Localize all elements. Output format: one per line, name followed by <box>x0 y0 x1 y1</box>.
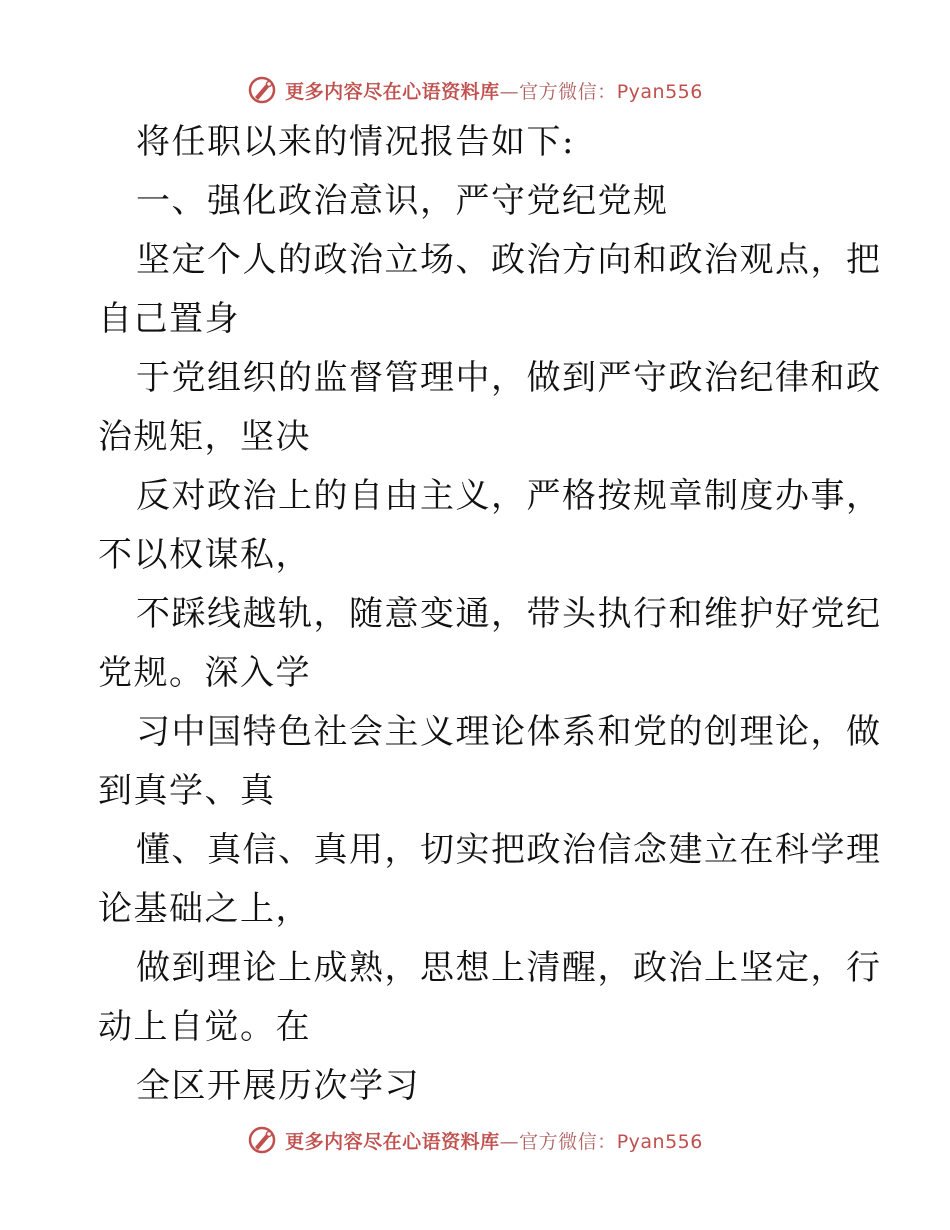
text-line: 于党组织的监督管理中，做到严守政治纪律和政 <box>136 358 882 398</box>
watermark-brand: 更多内容尽在心语资料库 <box>285 80 500 103</box>
text-line: 论基础之上， <box>98 889 311 929</box>
pen-logo-icon <box>247 1125 277 1155</box>
footer-watermark <box>0 1120 950 1160</box>
text-line: 将任职以来的情况报告如下: <box>136 122 575 162</box>
watermark-separator: — <box>499 1130 520 1153</box>
watermark-handle: Pyan556 <box>616 1130 703 1153</box>
watermark-text <box>285 1127 703 1154</box>
text-line: 习中国特色社会主义理论体系和党的创理论，做 <box>136 712 882 752</box>
text-line: 全区开展历次学习 <box>136 1066 420 1106</box>
watermark-text <box>285 77 703 104</box>
text-line: 做到理论上成熟，思想上清醒，政治上坚定，行 <box>136 948 882 988</box>
watermark-contact-label: 官方微信： <box>519 1130 617 1153</box>
text-line: 坚定个人的政治立场、政治方向和政治观点，把 <box>136 240 882 280</box>
text-line: 到真学、真 <box>98 771 276 811</box>
text-line: 治规矩，坚决 <box>98 417 311 457</box>
text-line: 反对政治上的自由主义，严格按规章制度办事， <box>136 476 882 516</box>
text-line: 自己置身 <box>98 299 240 339</box>
section-heading: 一、强化政治意识，严守党纪党规 <box>136 181 669 221</box>
watermark-separator: — <box>499 80 520 103</box>
text-line: 不以权谋私， <box>98 535 311 575</box>
text-line: 懂、真信、真用，切实把政治信念建立在科学理 <box>136 830 882 870</box>
watermark-brand: 更多内容尽在心语资料库 <box>285 1130 500 1153</box>
pen-logo-icon <box>247 75 277 105</box>
watermark-contact-label: 官方微信： <box>519 80 617 103</box>
text-line: 不踩线越轨，随意变通，带头执行和维护好党纪 <box>136 594 882 634</box>
header-watermark <box>0 70 950 110</box>
text-line: 动上自觉。在 <box>98 1007 311 1047</box>
text-line: 党规。深入学 <box>98 653 311 693</box>
watermark-handle: Pyan556 <box>616 80 703 103</box>
